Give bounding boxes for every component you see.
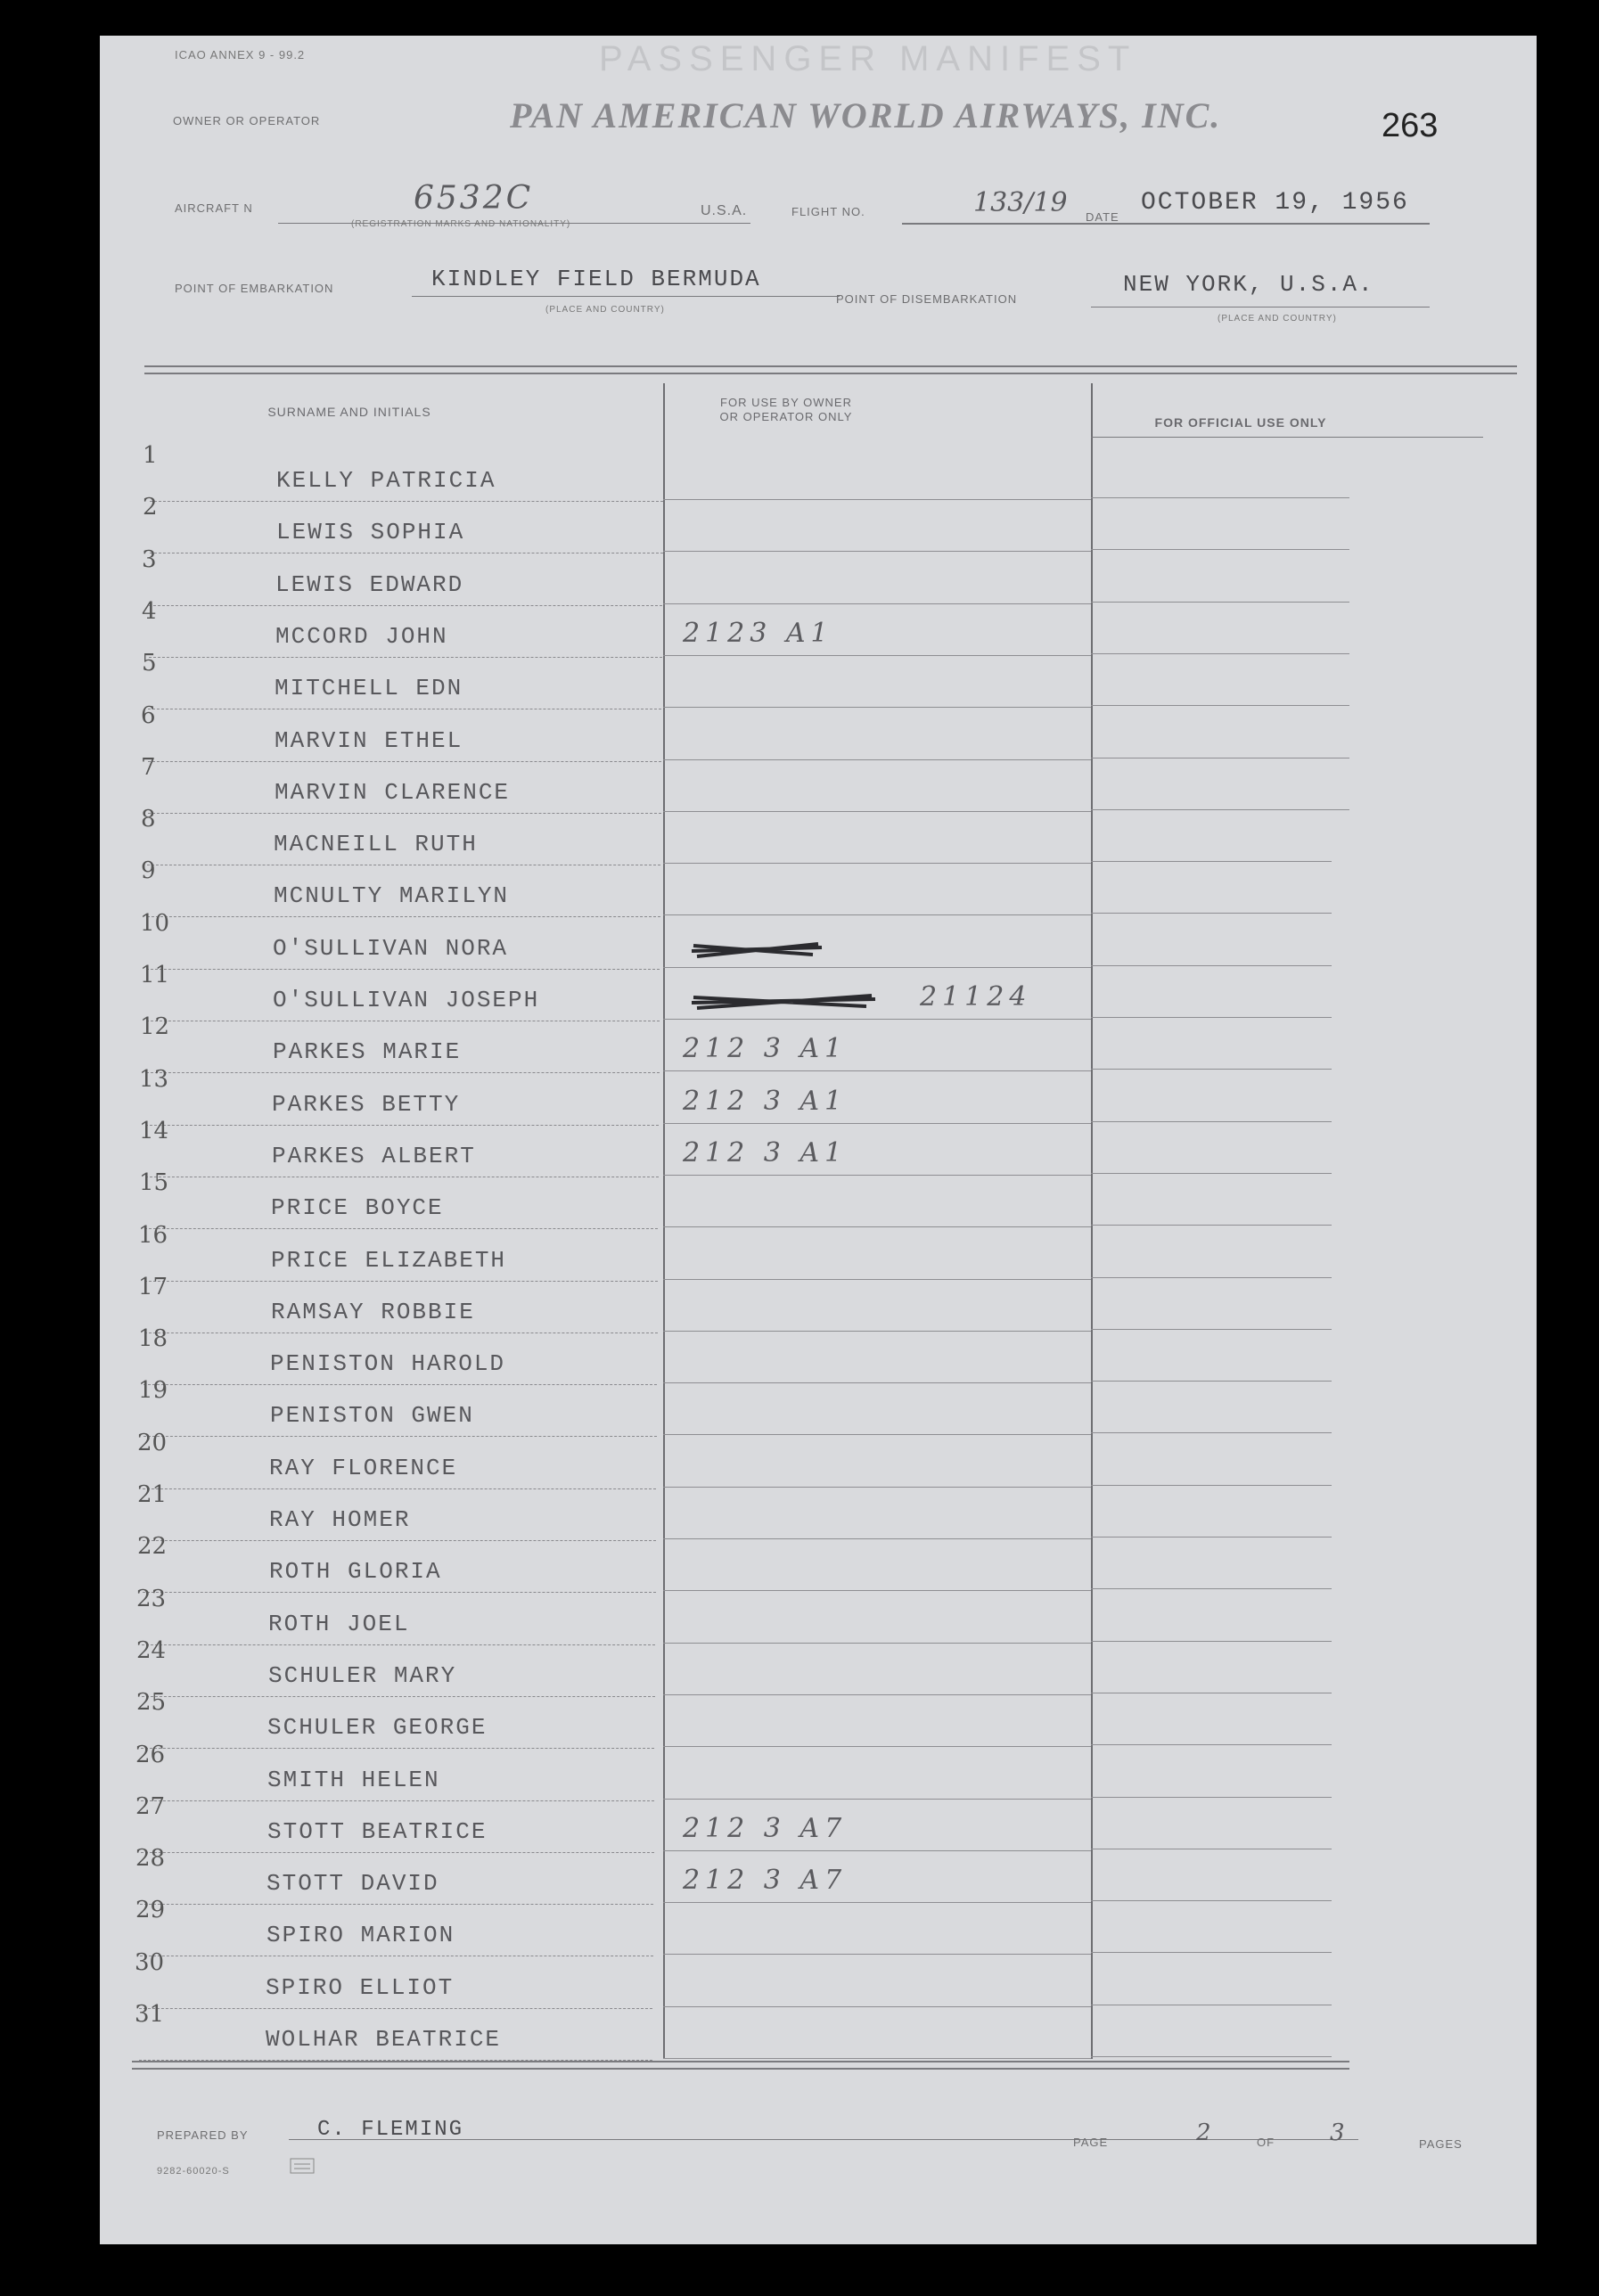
owner-column-rule: [663, 1850, 1091, 1851]
owner-column-rule: [663, 863, 1091, 864]
row-number: 21: [137, 1481, 168, 1508]
owner-column-rule: [663, 1590, 1091, 1591]
disembarkation-value: NEW YORK, U.S.A.: [1123, 271, 1374, 298]
official-column-rule: [1091, 1277, 1332, 1278]
row-rule: [143, 1592, 656, 1593]
row-rule: [150, 553, 663, 554]
passenger-name: PENISTON HAROLD: [270, 1350, 506, 1378]
scribble-icon: [688, 988, 884, 1015]
prepared-by-label: PREPARED BY: [157, 2128, 249, 2142]
disembarkation-caption: (PLACE AND COUNTRY): [1218, 314, 1337, 324]
airline-name: PAN AMERICAN WORLD AIRWAYS, INC.: [510, 95, 1222, 135]
owner-column-rule: [663, 1643, 1091, 1644]
owner-column-rule: [663, 1226, 1091, 1227]
passenger-name: KELLY PATRICIA: [276, 467, 496, 494]
passenger-name: RAY FLORENCE: [269, 1454, 458, 1481]
row-number: 7: [141, 753, 156, 781]
owner-code: 2123 A1: [683, 617, 833, 649]
registration-caption: (REGISTRATION MARKS AND NATIONALITY): [351, 219, 571, 229]
date-label: DATE: [1086, 210, 1119, 224]
row-number: 27: [135, 1792, 166, 1820]
row-rule: [144, 1436, 657, 1437]
flight-no-label: FLIGHT NO.: [791, 205, 865, 218]
official-column-rule: [1091, 1641, 1332, 1642]
owner-operator-label: OWNER OR OPERATOR: [173, 114, 321, 127]
row-rule: [146, 969, 660, 970]
row-number: 22: [137, 1533, 168, 1561]
manifest-sheet: [100, 36, 1537, 2244]
passenger-name: WOLHAR BEATRICE: [266, 2026, 502, 2053]
owner-use-header-2: OR OPERATOR ONLY: [719, 410, 853, 423]
official-column-rule: [1091, 1069, 1332, 1070]
column-divider-1: [663, 383, 665, 2059]
owner-column-rule: [663, 1175, 1091, 1176]
owner-column-rule: [663, 2058, 1091, 2059]
usa-label: U.S.A.: [701, 203, 748, 218]
official-column-rule: [1091, 549, 1349, 550]
official-column-rule: [1091, 1381, 1332, 1382]
official-column-rule: [1091, 497, 1349, 498]
owner-column-rule: [663, 759, 1091, 760]
owner-column-rule: [663, 1694, 1091, 1695]
owner-column-rule: [663, 499, 1091, 500]
official-column-rule: [1091, 602, 1349, 603]
passenger-name: STOTT BEATRICE: [267, 1817, 488, 1845]
row-number: 17: [138, 1273, 168, 1300]
row-rule: [141, 1748, 654, 1749]
owner-code: 212 3 A7: [683, 1865, 848, 1897]
passenger-name: SCHULER GEORGE: [267, 1714, 488, 1742]
passenger-name: ROTH JOEL: [268, 1610, 410, 1637]
of-label: OF: [1257, 2136, 1275, 2149]
owner-code: 212 3 A7: [683, 1812, 848, 1844]
row-rule: [148, 813, 661, 814]
table-top-rule-1: [144, 365, 1517, 367]
row-rule: [149, 657, 662, 658]
passenger-name: SMITH HELEN: [267, 1766, 440, 1793]
form-id: ICAO ANNEX 9 - 99.2: [175, 48, 306, 62]
row-number: 29: [135, 1897, 166, 1924]
passenger-name: MITCHELL EDN: [275, 675, 463, 702]
row-number: 26: [135, 1741, 166, 1768]
row-number: 30: [135, 1948, 165, 1976]
embarkation-underline: [412, 296, 840, 297]
faint-title: PASSENGER MANIFEST: [599, 39, 1137, 78]
page-label: PAGE: [1073, 2136, 1109, 2149]
table-bottom-rule-2: [132, 2068, 1349, 2070]
row-rule: [147, 916, 660, 917]
official-column-rule: [1091, 1329, 1332, 1330]
row-number: 12: [140, 1013, 170, 1041]
row-number: 10: [140, 909, 170, 937]
row-rule: [142, 1696, 655, 1697]
owner-column-rule: [663, 1902, 1091, 1903]
prepared-by-value: C. FLEMING: [317, 2118, 464, 2142]
passenger-name: MCNULTY MARILYN: [274, 882, 510, 910]
aircraft-registration: 6532C: [414, 180, 534, 217]
aircraft-label: AIRCRAFT N: [175, 201, 253, 215]
row-number: 16: [138, 1221, 168, 1249]
row-rule: [141, 1800, 654, 1801]
passenger-name: RAY HOMER: [269, 1506, 411, 1533]
row-number: 8: [141, 806, 156, 833]
owner-column-rule: [663, 1487, 1091, 1488]
official-column-rule: [1091, 965, 1332, 966]
row-rule: [140, 1904, 653, 1905]
row-rule: [141, 1852, 654, 1853]
official-column-rule: [1091, 1225, 1332, 1226]
passenger-name: SCHULER MARY: [268, 1661, 457, 1689]
passenger-name: PARKES ALBERT: [272, 1142, 476, 1169]
embarkation-caption: (PLACE AND COUNTRY): [545, 305, 665, 315]
owner-column-rule: [663, 655, 1091, 656]
printer-mark-icon: [289, 2155, 316, 2177]
owner-column-rule: [663, 1538, 1091, 1539]
official-column-rule: [1091, 1017, 1332, 1018]
embarkation-label: POINT OF EMBARKATION: [175, 282, 334, 295]
owner-column-rule: [663, 1434, 1091, 1435]
official-column-rule: [1091, 1900, 1332, 1901]
passenger-name: SPIRO MARION: [266, 1922, 455, 1949]
official-column-rule: [1091, 1485, 1332, 1486]
passenger-name: RAMSAY ROBBIE: [271, 1298, 475, 1325]
owner-column-rule: [663, 1331, 1091, 1332]
row-rule: [143, 1488, 656, 1489]
owner-column-rule: [663, 1070, 1091, 1071]
passenger-name: PRICE BOYCE: [271, 1194, 444, 1222]
column-divider-2: [1091, 383, 1093, 2059]
official-column-rule: [1091, 1744, 1332, 1745]
row-rule: [142, 1644, 655, 1645]
row-number: 28: [135, 1845, 166, 1873]
official-column-rule: [1091, 1952, 1332, 1953]
official-use-header: FOR OFFICIAL USE ONLY: [1154, 415, 1327, 430]
disembarkation-label: POINT OF DISEMBARKATION: [836, 292, 1018, 306]
official-column-rule: [1091, 705, 1349, 706]
passenger-name: O'SULLIVAN NORA: [273, 934, 509, 962]
surname-header: SURNAME AND INITIALS: [267, 405, 431, 419]
official-column-rule: [1091, 653, 1349, 654]
pages-label: PAGES: [1419, 2137, 1463, 2151]
row-rule: [145, 1125, 659, 1126]
owner-column-rule: [663, 603, 1091, 604]
row-rule: [143, 1540, 656, 1541]
passenger-name: SPIRO ELLIOT: [266, 1973, 455, 2001]
owner-column-rule: [663, 967, 1091, 968]
official-column-rule: [1091, 1588, 1332, 1589]
passenger-name: O'SULLIVAN JOSEPH: [273, 987, 540, 1013]
passenger-name: MARVIN CLARENCE: [275, 778, 511, 806]
flight-number: 133/19: [973, 187, 1068, 218]
passenger-name: LEWIS SOPHIA: [276, 519, 465, 546]
owner-column-rule: [663, 1746, 1091, 1747]
row-number: 1: [143, 442, 158, 469]
official-column-rule: [1091, 1797, 1332, 1798]
passenger-name: PARKES BETTY: [272, 1090, 461, 1118]
official-column-rule: [1091, 1432, 1332, 1433]
row-rule: [139, 2008, 652, 2009]
row-rule: [144, 1384, 657, 1385]
owner-code: 212 3 A1: [683, 1085, 848, 1117]
passenger-name: LEWIS EDWARD: [275, 570, 464, 598]
owner-column-rule: [663, 1382, 1091, 1383]
owner-column-rule: [663, 1123, 1091, 1124]
row-rule: [144, 1332, 658, 1333]
row-number: 15: [139, 1169, 169, 1197]
table-top-rule-2: [144, 373, 1517, 374]
official-column-rule: [1091, 809, 1349, 810]
row-rule: [146, 1072, 660, 1073]
table-bottom-rule-1: [132, 2061, 1349, 2062]
form-code: 9282-60020-S: [157, 2166, 230, 2177]
passenger-name: PRICE ELIZABETH: [271, 1246, 507, 1274]
row-number: 24: [136, 1636, 167, 1664]
passenger-name: STOTT DAVID: [266, 1870, 439, 1898]
owner-column-rule: [663, 707, 1091, 708]
embarkation-value: KINDLEY FIELD BERMUDA: [431, 266, 761, 292]
row-number: 18: [138, 1325, 168, 1353]
row-number: 6: [141, 701, 156, 729]
owner-code: 21124: [920, 981, 1032, 1013]
row-number: 14: [139, 1117, 169, 1144]
passenger-name: MARVIN ETHEL: [275, 726, 463, 754]
owner-column-rule: [663, 1954, 1091, 1955]
owner-column-rule: [663, 551, 1091, 552]
flight-date: OCTOBER 19, 1956: [1141, 189, 1409, 217]
passenger-name: MACNEILL RUTH: [274, 831, 478, 858]
row-number: 23: [136, 1585, 167, 1612]
row-number: 3: [142, 545, 157, 573]
disembarkation-underline: [1091, 307, 1430, 308]
official-column-rule: [1091, 2056, 1332, 2057]
row-number: 13: [139, 1065, 169, 1093]
row-number: 5: [142, 650, 157, 677]
row-number: 9: [141, 857, 156, 885]
passenger-name: ROTH GLORIA: [269, 1558, 442, 1586]
page-total: 3: [1330, 2120, 1345, 2146]
row-number: 20: [137, 1429, 168, 1456]
official-header-rule: [1091, 437, 1483, 438]
official-column-rule: [1091, 1121, 1332, 1122]
official-column-rule: [1091, 1173, 1332, 1174]
owner-column-rule: [663, 811, 1091, 812]
row-rule: [148, 761, 661, 762]
row-number: 19: [138, 1377, 168, 1405]
owner-column-rule: [663, 914, 1091, 915]
row-number: 31: [135, 2001, 165, 2028]
passenger-name: MCCORD JOHN: [275, 622, 448, 650]
row-number: 11: [140, 962, 170, 988]
passenger-name: PENISTON GWEN: [270, 1402, 474, 1430]
owner-column-rule: [663, 2006, 1091, 2007]
official-column-rule: [1091, 861, 1332, 862]
row-rule: [149, 605, 662, 606]
row-number: 4: [142, 597, 157, 625]
page-number: 263: [1382, 107, 1439, 144]
row-number: 25: [136, 1689, 167, 1717]
owner-code: 212 3 A1: [683, 1136, 848, 1168]
owner-column-rule: [663, 1799, 1091, 1800]
owner-code: 212 3 A1: [683, 1033, 848, 1065]
row-number: 2: [143, 494, 158, 521]
owner-column-rule: [663, 1019, 1091, 1020]
flight-underline: [902, 223, 1430, 225]
scribble-icon: [688, 937, 884, 964]
owner-column-rule: [663, 1279, 1091, 1280]
passenger-name: PARKES MARIE: [273, 1038, 462, 1066]
row-rule: [150, 501, 663, 502]
official-column-rule: [1091, 913, 1332, 914]
row-rule: [144, 1281, 658, 1282]
owner-use-header-1: FOR USE BY OWNER: [720, 396, 852, 409]
official-column-rule: [1091, 1537, 1332, 1538]
page-current: 2: [1196, 2120, 1211, 2146]
row-rule: [144, 1228, 658, 1229]
